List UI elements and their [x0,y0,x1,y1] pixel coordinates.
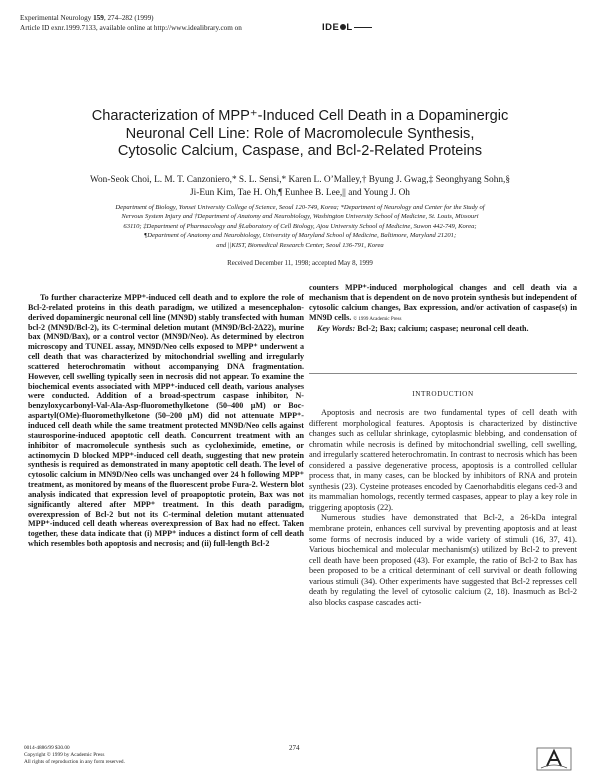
logo-text: IDE [322,22,340,33]
paper-title [60,108,540,161]
intro-paragraph-1: Apoptosis and necrosis are two fundamental types of cell death with different morphological features. Apoptosis is characterized by distinctive changes such as cellular shrinkage, cytoplasmic blebbing, and condensation of chromatin while necrosis is defined by mitochondrial swelling, cell swelling, and irregularly scattered heterochromatin. In contrast to necrosis which has been considered a passive degenerative process, apoptosis is a controlled cellular process that, in many cases, can be blocked by inhibitors of RNA and protein synthesis (23). Cysteine proteases encoded by Caenorhabditis elegans ced-3 and its mammalian homologs, recently termed caspases, appear to play a key role in triggering apoptosis (22). [309,408,577,512]
publisher-logo-icon [535,746,573,772]
affiliation-line-5: and ||KIST, Biomedical Research Center, Seoul 136-791, Korea [216,241,384,249]
affiliations [24,203,576,250]
ideal-logo [322,22,372,33]
affiliation-line-2: Nervous System Injury and †Department of Anatomy and Neurobiology, Washington University School of Medicine, St. Louis, Missouri [121,213,479,221]
journal-header [20,13,242,33]
footer-issn: 0014-4886/99 $30.00 [24,745,70,751]
authors-line-2: Ji-Eun Kim, Tae H. Oh,¶ Eunhee B. Lee,|| and Young J. Oh [190,187,410,198]
journal-name: Experimental Neurology [20,14,92,22]
article-id-line: Article ID exnr.1999.7133, available online at http://www.idealibrary.com on [20,24,242,32]
title-line-3: Cytosolic Calcium, Caspase, and Bcl-2-Related Proteins [117,143,483,159]
affiliation-line-1: Department of Biology, Yonsei University College of Science, Seoul 120-749, Korea; *Department of Neurology and Center for the Study of [115,204,485,211]
introduction-body [309,408,577,608]
keywords-list: Bcl-2; Bax; calcium; caspase; neuronal cell death. [357,324,529,334]
authors-line-1: Won-Seok Choi, L. M. T. Canzoniero,* S. L. Sensi,* Karen L. O’Malley,† Byung J. Gwag,‡ Seonghyang Sohn,§ [90,175,510,185]
abstract-left-column: To further characterize MPP⁺-induced cell death and to explore the role of Bcl-2-related proteins in this death paradigm, we utilized a mesencephalon-derived dopaminergic neuronal cell line (MN9D) stably transfected with human bcl-2 (MN9D/Bcl-2), its C-terminal deletion mutant (MN9D/Bcl-2Δ22), murine bax (MN9D/Bax), or a control vector (MN9D/Neo). As determined by electron microscopy and TUNEL assay, MN9D/Neo cells exposed to MPP⁺ underwent a cell death that was characterized by mitochondrial swelling and irregularly scattered heterochromatin without accompanying DNA fragmentation. However, cell swelling typically seen in necrosis did not appear. To examine the biochemical events associated with MPP⁺-induced cell death, various analyses were conducted. Addition of a broad-spectrum caspase inhibitor, N-benzyloxycarbonyl-Val-Ala-Asp-fluoromethylketone (50–400 μM) or Boc-aspartyl(OMe)-fluoromethylketone (50–200 μM) did not attenuate MPP⁺-induced cell death while the same treatment protected MN9D/Neo cells against staurosporine-induced apoptotic cell death. Concurrent treatment with an inhibitor of macromolecule synthesis such as cycloheximide, emetine, or actinomycin D blocked MPP⁺-induced cell death, suggesting that new protein synthesis is required as demonstrated in many apoptotic cell death. The level of cytosolic calcium in MN9D/Neo cells was unchanged over 24 h following MPP⁺ treatment, as monitored by means of the fluorescent probe Fura-2. Western blot analysis indicated that expression level of proapoptotic protein, Bax was not significantly altered after MPP⁺ treatment. In this death paradigm, overexpression of Bcl-2 but not its C-terminal deletion mutant attenuated MPP⁺-induced cell death whereas overexpression of Bax had no effect. Taken together, these data indicate that (i) MPP⁺ induces a distinct form of cell death which resembles both apoptosis and necrosis; and (ii) full-length Bcl-2 [28,293,304,549]
affiliation-line-4: ¶Department of Anatomy and Neurobiology, University of Maryland School of Medicine, Baltimore, Maryland 21201; [143,232,457,240]
abstract-right-column [309,283,577,334]
title-line-2: Neuronal Cell Line: Role of Macromolecule Synthesis, [125,125,475,142]
page-number: 274 [289,744,300,752]
keywords [309,324,577,334]
affiliation-line-3: 63110; ‡Department of Pharmacology and §Laboratory of Cell Biology, Ajou University School of Medicine, Suwon 442-749, Korea; [123,222,477,230]
footer-copyright: Copyright © 1999 by Academic Press [24,752,105,758]
logo-line-icon [354,27,372,28]
received-dates: Received December 11, 1998; accepted May 8, 1999 [227,260,373,267]
abstract-continuation: counters MPP⁺-induced morphological changes and cell death via a mechanism that is dependent on de novo protein synthesis but independent of cytosolic calcium changes, Bax expression, and/or activation of caspase(s) in MN9D cells. [309,283,577,322]
keywords-label: Key Words: [317,324,356,334]
intro-paragraph-2: Numerous studies have demonstrated that Bcl-2, a 26-kDa integral membrane protein, enhances cell survival by preventing apoptosis and at least some forms of necrosis induced by a wide variety of stimuli (16, 37, 41). Various biochemical and molecular mechanism(s) utilized by Bcl-2 to prevent cell death have been proposed (43). For example, the ratio of Bcl-2 to Bax has been proposed to be a critical determinant of cell survival or death following various stimuli (34). Other experiments have suggested that Bcl-2 represses cell death by regulating the level of cytosolic calcium (2, 18). Inasmuch as Bcl-2 also blocks caspase cascades acti- [309,513,577,607]
introduction-heading: INTRODUCTION [412,390,474,398]
section-divider [309,373,577,374]
journal-volume: 159 [93,14,104,22]
abstract-copyright: © 1999 Academic Press [353,316,402,322]
title-line-1: Characterization of MPP⁺-Induced Cell Death in a Dopaminergic [91,108,509,124]
author-list [30,174,570,199]
footer-rights: All rights of reproduction in any form reserved. [24,759,125,765]
copyright-footer [24,745,125,766]
logo-text-tail: L [346,22,353,33]
journal-pages-year: , 274–282 (1999) [103,14,154,22]
